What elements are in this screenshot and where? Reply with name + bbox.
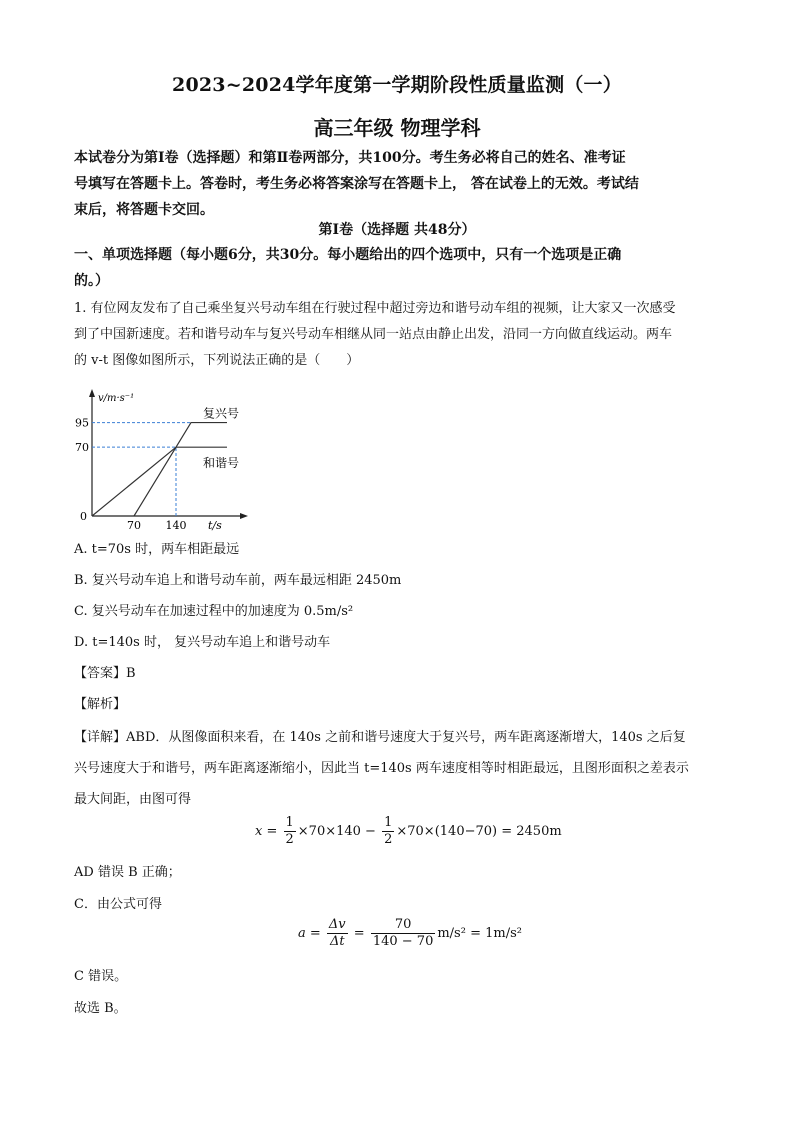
y-tick-label: 95 [75,416,89,430]
fraction-denominator: 2 [285,832,294,847]
eq-x-mid2: ×70×(140−70) = 2450m [396,824,562,839]
detail-paragraph [74,722,724,815]
eq-x-mid1: ×70×140 − [297,824,376,839]
exam-subtitle: 高三年级 物理学科 [313,116,481,140]
fraction-numerator: 70 [371,917,436,934]
fraction-denominator: Δt [329,934,345,949]
question-stem [74,296,724,374]
y-axis-arrow [89,389,95,397]
option-a: A. t=70s 时，两车相距最远 [74,542,240,557]
question-line: 1. 有位网友发布了自己乘坐复兴号动车组在行驶过程中超过旁边和谐号动车组的视频，让大家又一次感受 [74,301,676,316]
fraction-dv-dt [327,917,348,950]
detail-line: 兴号速度大于和谐号，两车距离逐渐缩小，因此当 t=140s 两车速度相等时相距最远，且图形面积之差表示 [74,761,689,776]
fraction-denominator: 140 − 70 [372,934,434,949]
x-axis-arrow [240,513,248,519]
question-line: 到了中国新速度。若和谐号动车与复兴号动车相继从同一站点由静止出发，沿同一方向做直线运动。两车 [74,327,673,342]
eq-a-rhs: m/s² = 1m/s² [437,926,522,941]
fraction-half [284,815,296,848]
analysis-label: 【解析】 [74,697,127,712]
y-tick-label: 70 [75,441,89,455]
fraction-numerator: 1 [384,815,393,830]
fraction-half [382,815,394,848]
detail-line: 最大间距，由图可得 [74,792,192,807]
vt-chart [74,388,254,532]
y-axis-label: v/m·s⁻¹ [98,393,135,404]
detail-c-intro: C．由公式可得 [74,897,162,912]
detail-line: 【详解】ABD．从图像面积来看，在 140s 之前和谐号速度大于复兴号，两车距离逐渐增大，140s 之后复 [74,730,686,745]
part-heading-line: 一、单项选择题（每小题6分，共30分。每小题给出的四个选项中，只有一个选项是正确 [74,247,622,263]
exam-title: 2023~2024学年度第一学期阶段性质量监测（一） [172,74,622,96]
detail-c-conclusion: C 错误。 [74,969,128,984]
intro-line: 束后，将答题卡交回。 [74,202,214,218]
option-b: B. 复兴号动车追上和谐号动车前，两车最远相距 2450m [74,573,402,588]
part-heading-line: 的。） [74,273,109,289]
part-heading [74,242,724,294]
final-answer: 故选 B。 [74,1001,127,1016]
option-d: D. t=140s 时， 复兴号动车追上和谐号动车 [74,635,331,650]
answer-label: 【答案】B [74,666,136,681]
origin-label: 0 [80,510,87,523]
x-tick-label: 70 [127,519,141,532]
x-axis-label: t/s [208,519,222,532]
vt-chart-svg [74,388,254,532]
equation-acceleration: a = $\frac{\Delta v}{\Delta t}$ = $\frac{70}{140 - 70}$ m/s² = 1m/s² [298,917,522,949]
series-label-fuxing: 复兴号 [203,406,240,421]
intro-paragraph [74,145,724,223]
x-tick-label: 140 [165,519,187,532]
intro-line: 本试卷分为第Ⅰ卷（选择题）和第Ⅱ卷两部分，共100分。考生务必将自己的姓名、准考证 [74,150,626,166]
eq-a-lhs: a = [298,926,321,941]
fraction-denominator: 2 [384,832,393,847]
eq-x-lhs: x = [255,824,278,839]
fraction-numerator: 1 [285,815,294,830]
fraction-value [371,917,436,950]
question-line: 的 v-t 图像如图所示，下列说法正确的是（ ） [74,353,360,368]
equation-distance [255,815,562,848]
intro-line: 号填写在答题卡上。答卷时，考生务必将答案涂写在答题卡上， 答在试卷上的无效。考试结 [74,176,639,192]
series-label-hexie: 和谐号 [203,456,240,471]
section-heading: 第Ⅰ卷（选择题 共48分） [318,222,476,238]
option-c: C. 复兴号动车在加速过程中的加速度为 0.5m/s² [74,604,354,619]
fraction-numerator: Δv [328,917,346,932]
detail-ad-conclusion: AD 错误 B 正确； [74,865,181,880]
